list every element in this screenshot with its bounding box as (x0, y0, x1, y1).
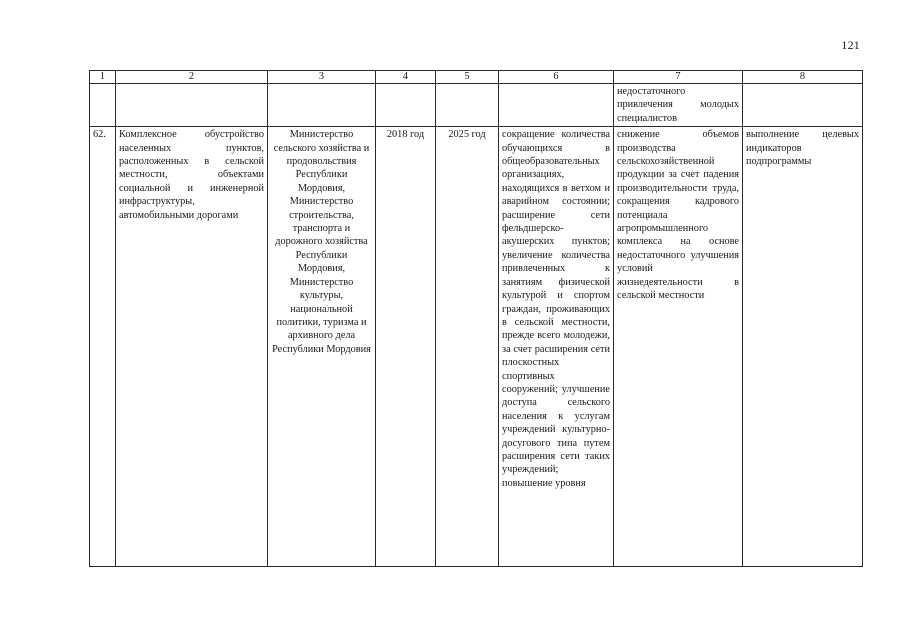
program-table (89, 70, 863, 567)
continuation-row (90, 84, 863, 127)
cont-cell-consequences: недостаточного привлечения молодых специалистов (614, 84, 743, 127)
header-col-6: 6 (499, 71, 614, 84)
cont-cell-5 (436, 84, 499, 127)
cont-cell-1 (90, 84, 116, 127)
header-col-7: 7 (614, 71, 743, 84)
header-col-4: 4 (376, 71, 436, 84)
header-col-5: 5 (436, 71, 499, 84)
start-year: 2018 год (376, 127, 436, 567)
end-year: 2025 год (436, 127, 499, 567)
cont-cell-3 (268, 84, 376, 127)
responsible-executors: Министерство сельского хозяйства и продовольствия Республики Мордовия, Министерство строительства, транспорта и дорожного хозяйства Республики Мордовия, Министерство культуры, национальной политики, туризма и архивного дела Республики Мордовия (268, 127, 376, 567)
expected-result: сокращение количества обучающихся в общеобразовательных организациях, находящихся в ветхом и аварийном состоянии; расширение сети фельдшерско-акушерских пунктов; увеличение количества привлеченных к занятиям физической культурой и спортом граждан, проживающих в сельской местности, прежде всего молодежи, за счет расширения сети плоскостных спортивных сооружений; улучшение доступа сельского населения к услугам учреждений культурно-досугового типа путем расширения сети таких учреждений; повышение уровня (499, 127, 614, 567)
header-col-3: 3 (268, 71, 376, 84)
cont-cell-6 (499, 84, 614, 127)
table-row-62 (90, 127, 863, 567)
measure-name: Комплексное обустройство населенных пунктов, расположенных в сельской местности, объектами социальной и инженерной инфраструктуры, автомобильными дорогами (116, 127, 268, 567)
indicator-link: выполнение целевых индикаторов подпрограммы (743, 127, 863, 567)
cont-cell-4 (376, 84, 436, 127)
non-implementation-consequences: снижение объемов производства сельскохозяйственной продукции за счет падения производительности труда, сокращения кадрового потенциала агропромышленного комплекса на основе недостаточного улучшения условий жизнедеятельности в сельской местности (614, 127, 743, 567)
header-col-2: 2 (116, 71, 268, 84)
cont-cell-8 (743, 84, 863, 127)
header-col-1: 1 (90, 71, 116, 84)
row-number: 62. (90, 127, 116, 567)
cont-cell-2 (116, 84, 268, 127)
header-col-8: 8 (743, 71, 863, 84)
page-number: 121 (841, 38, 860, 52)
header-row (90, 71, 863, 84)
